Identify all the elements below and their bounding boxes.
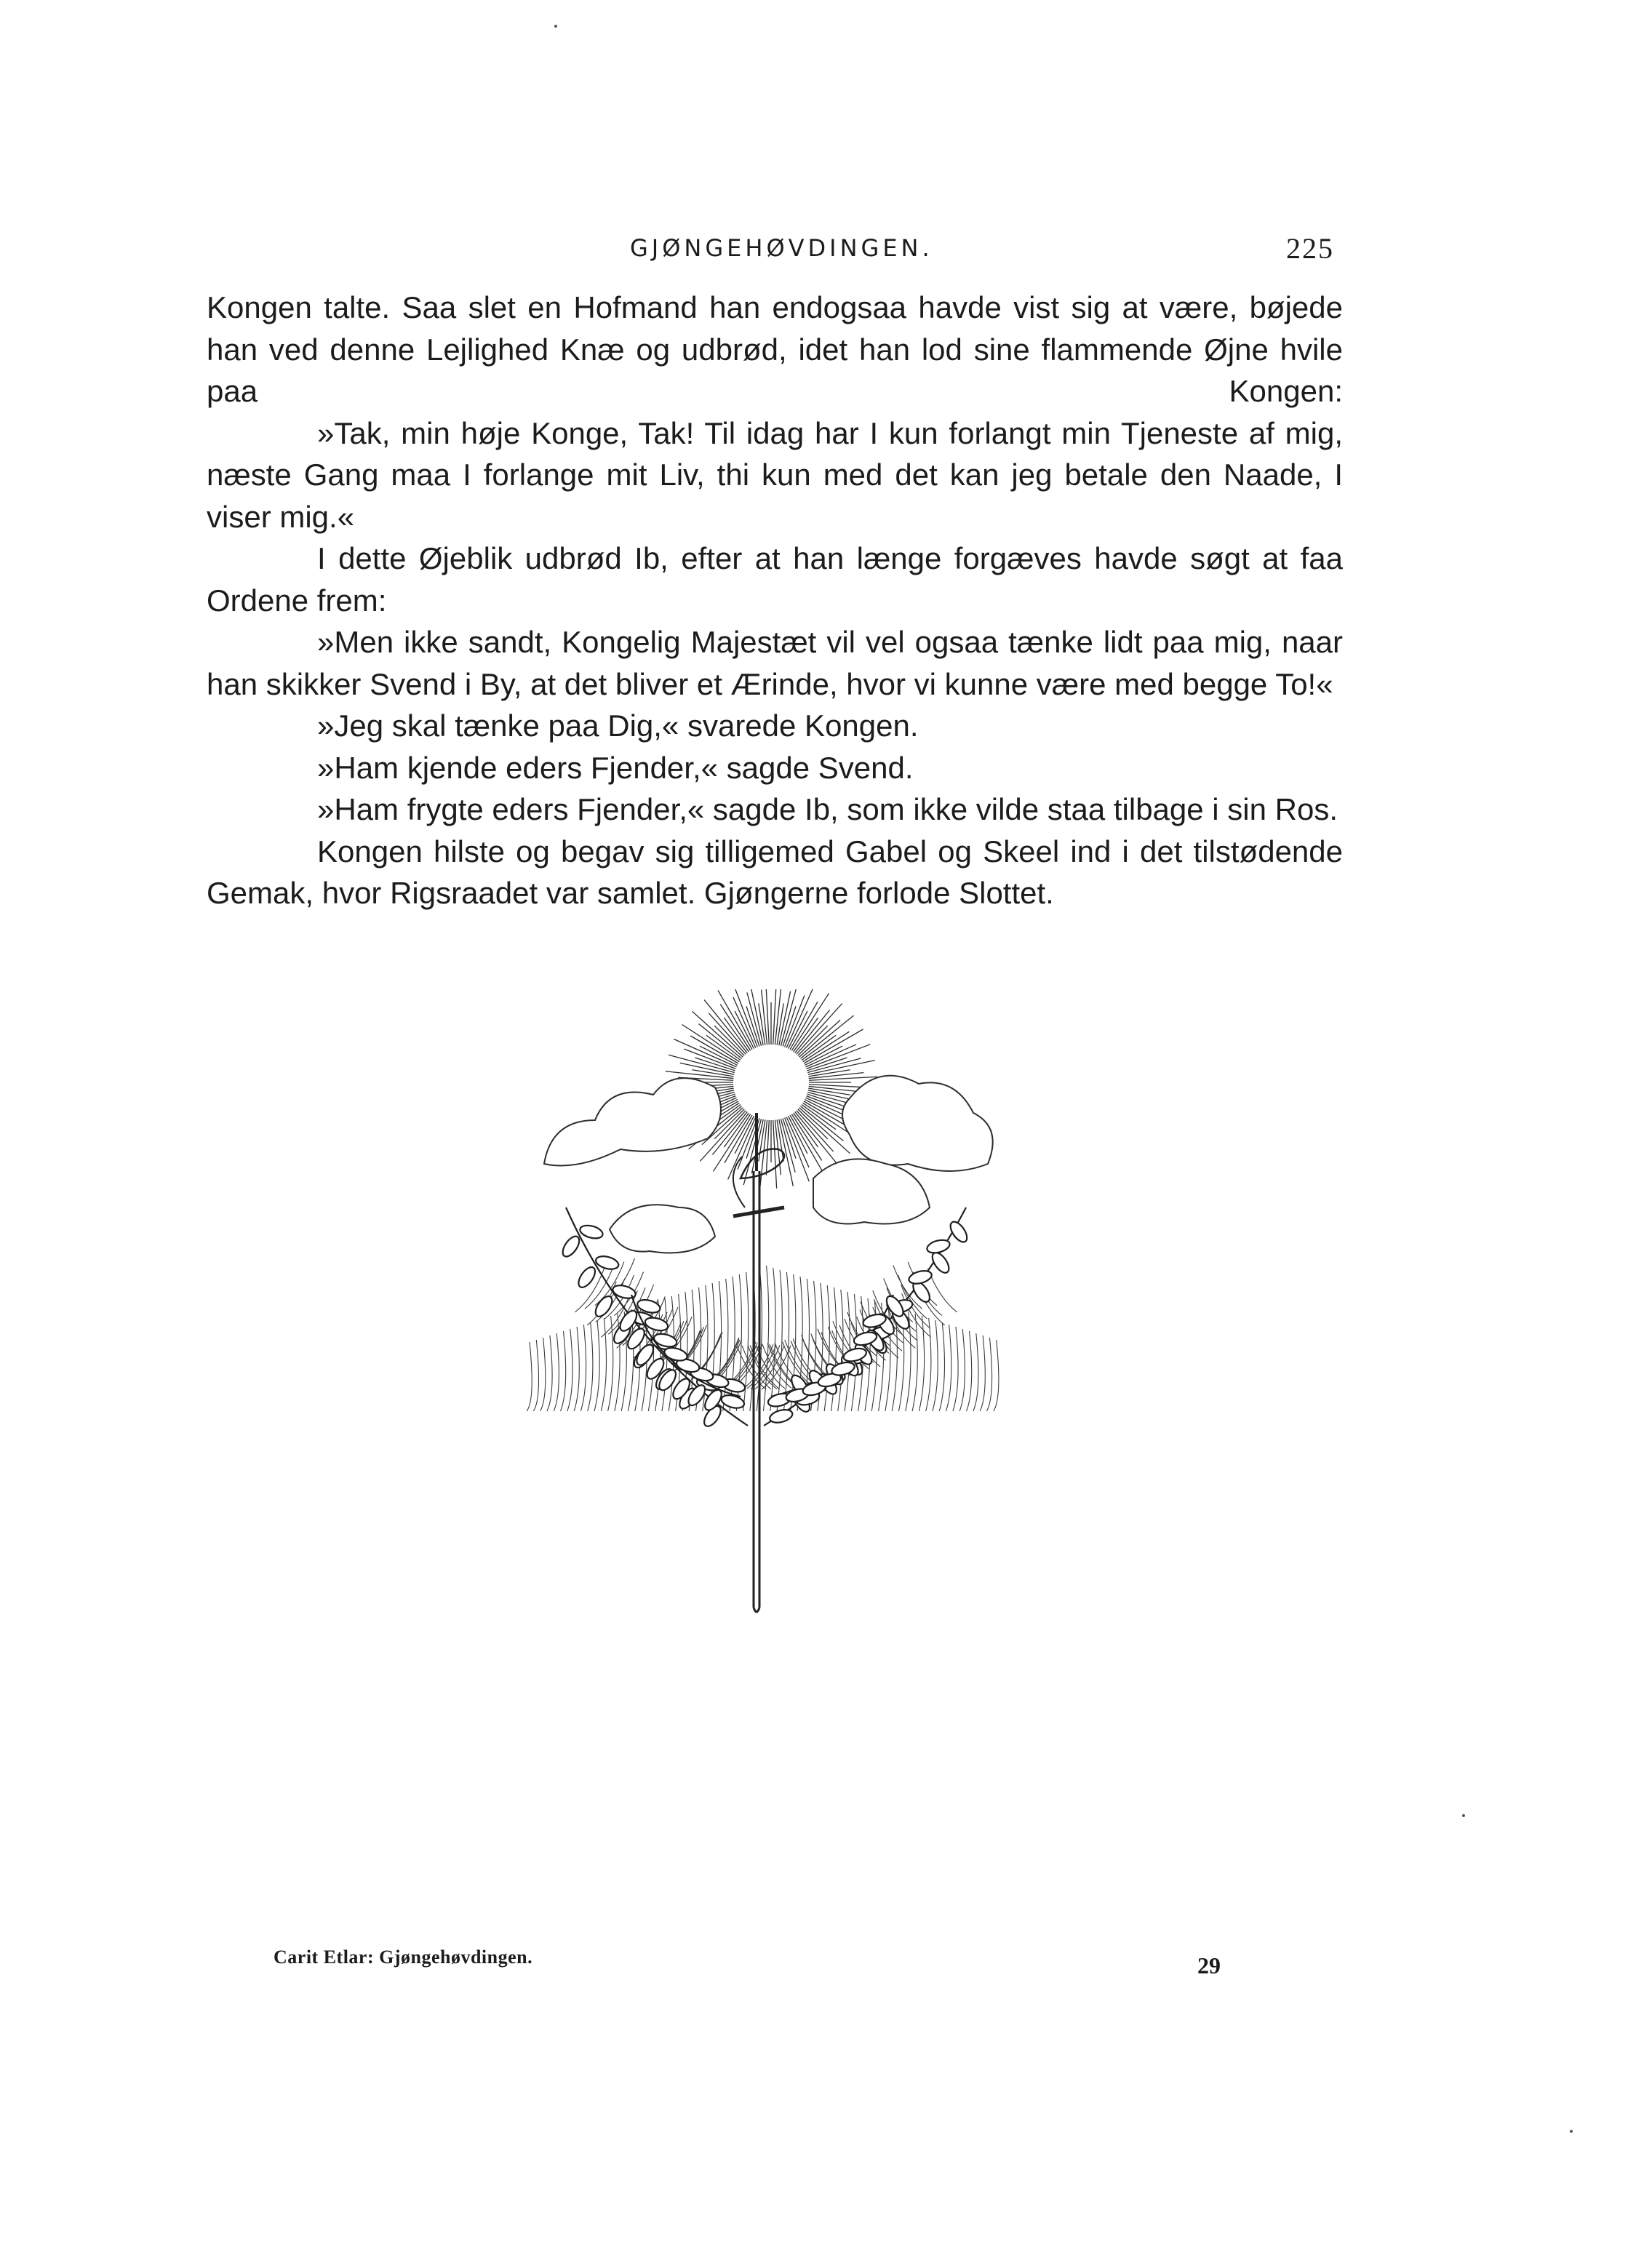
paragraph: Kongen hilste og begav sig tilligemed Gabel og Skeel ind i det tilstødende Gemak, hvor Rigsraadet var samlet. Gjøngerne forlode Slottet. <box>207 834 1343 910</box>
sun-disc <box>741 1052 802 1113</box>
page-number: 225 <box>1286 232 1334 265</box>
scan-speck <box>554 25 557 28</box>
paragraph: »Tak, min høje Konge, Tak! Til idag har I kun forlangt min Tjeneste af mig, næste Gang maa I forlange mit Liv, thi kun med det kan jeg betale den Naade, I viser mig.« <box>207 415 1343 534</box>
book-credit: Carit Etlar: Gjøngehøvdingen. <box>274 1946 533 1968</box>
paragraph: »Ham kjende eders Fjender,« sagde Svend. <box>317 750 914 785</box>
signature-mark: 29 <box>1197 1952 1221 1978</box>
scan-speck <box>1570 2130 1573 2133</box>
body-text <box>207 287 1343 914</box>
running-title: GJØNGEHØVDINGEN. <box>630 234 933 262</box>
paragraph: »Men ikke sandt, Kongelig Majestæt vil vel ogsaa tænke lidt paa mig, naar han skikker Svend i By, at det bliver et Ærinde, hvor vi kunne være med begge To!« <box>207 625 1343 701</box>
paragraph: Kongen talte. Saa slet en Hofmand han endogsaa havde vist sig at være, bøjede han ved denne Lejlighed Knæ og udbrød, idet han lod sine flammende Øjne hvile paa Kongen: <box>207 290 1343 408</box>
sun-sword-laurel-vignette <box>500 989 1032 1622</box>
cloud-hatching <box>527 1258 999 1411</box>
scan-speck <box>1462 1814 1465 1817</box>
paragraph: I dette Øjeblik udbrød Ib, efter at han længe forgæves havde søgt at faa Ordene frem: <box>207 541 1343 618</box>
paragraph: »Jeg skal tænke paa Dig,« svarede Kongen. <box>317 708 919 743</box>
paragraph: »Ham frygte eders Fjender,« sagde Ib, som ikke vilde staa tilbage i sin Ros. <box>317 792 1338 826</box>
